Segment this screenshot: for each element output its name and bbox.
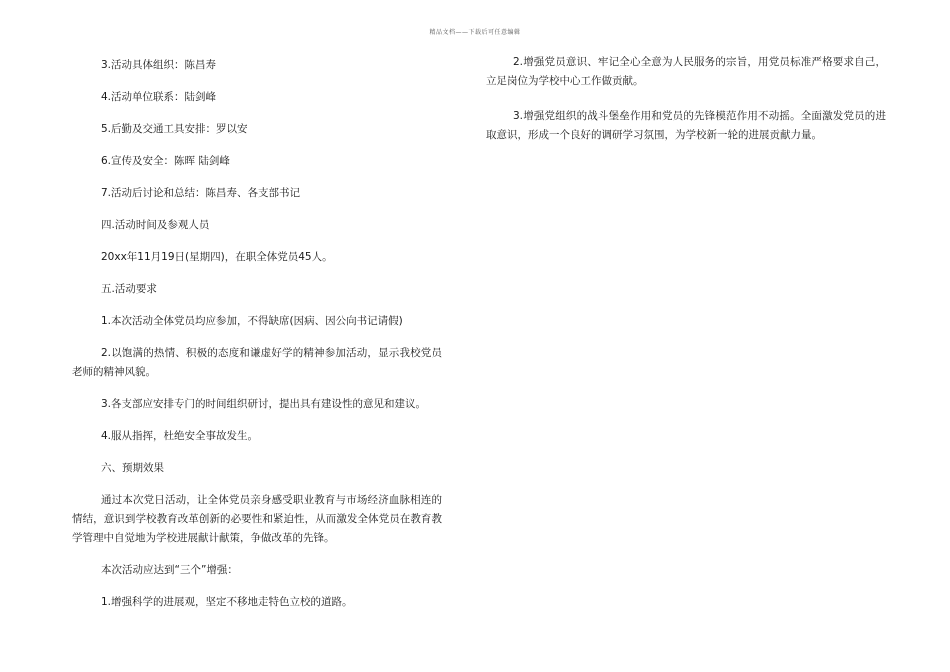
paragraph: 通过本次党日活动，让全体党员亲身感受职业教育与市场经济血脉相连的情结，意识到学校教育改革创新的必要性和紧迫性，从而激发全体党员在教育教学管理中自觉地为学校进展献计献策，争做改革的先锋。	[72, 494, 442, 544]
paragraph: 20xx年11月19日(星期四)，在职全体党员45人。	[101, 251, 333, 263]
paragraph: 1.增强科学的进展观，坚定不移地走特色立校的道路。	[101, 596, 353, 608]
paragraph: 3.增强党组织的战斗堡垒作用和党员的先锋模范作用不动摇。全面激发党员的进取意识，形成一个良好的调研学习氛围，为学校新一轮的进展贡献力量。	[486, 110, 886, 141]
paragraph: 6.宣传及安全：陈晖 陆剑峰	[101, 155, 230, 167]
paragraph: 3.活动具体组织：陈昌寿	[101, 59, 217, 71]
page-header: 精品文档——下载后可任意编辑	[429, 29, 521, 36]
paragraph: 2.以饱满的热情、积极的态度和谦虚好学的精神参加活动，显示我校党员老师的精神风貌。	[72, 347, 442, 378]
paragraph: 7.活动后讨论和总结：陈昌寿、各支部书记	[101, 187, 301, 199]
paragraph: 4.活动单位联系：陆剑峰	[101, 91, 217, 103]
left-column	[72, 56, 471, 625]
paragraph: 4.服从指挥，杜绝安全事故发生。	[101, 430, 259, 442]
paragraph: 1.本次活动全体党员均应参加，不得缺席(因病、因公向书记请假)	[101, 315, 403, 327]
right-column	[486, 53, 886, 161]
paragraph: 5.后勤及交通工具安排：罗以安	[101, 123, 248, 135]
paragraph: 3.各支部应安排专门的时间组织研讨，提出具有建设性的意见和建议。	[101, 398, 427, 410]
section-heading: 六、预期效果	[101, 462, 164, 474]
section-heading: 四.活动时间及参观人员	[101, 219, 210, 231]
paragraph: 2.增强党员意识、牢记全心全意为人民服务的宗旨，用党员标准严格要求自己，立足岗位为学校中心工作做贡献。	[486, 56, 886, 87]
section-heading: 五.活动要求	[101, 283, 157, 295]
paragraph: 本次活动应达到“三个”增强：	[101, 564, 238, 576]
